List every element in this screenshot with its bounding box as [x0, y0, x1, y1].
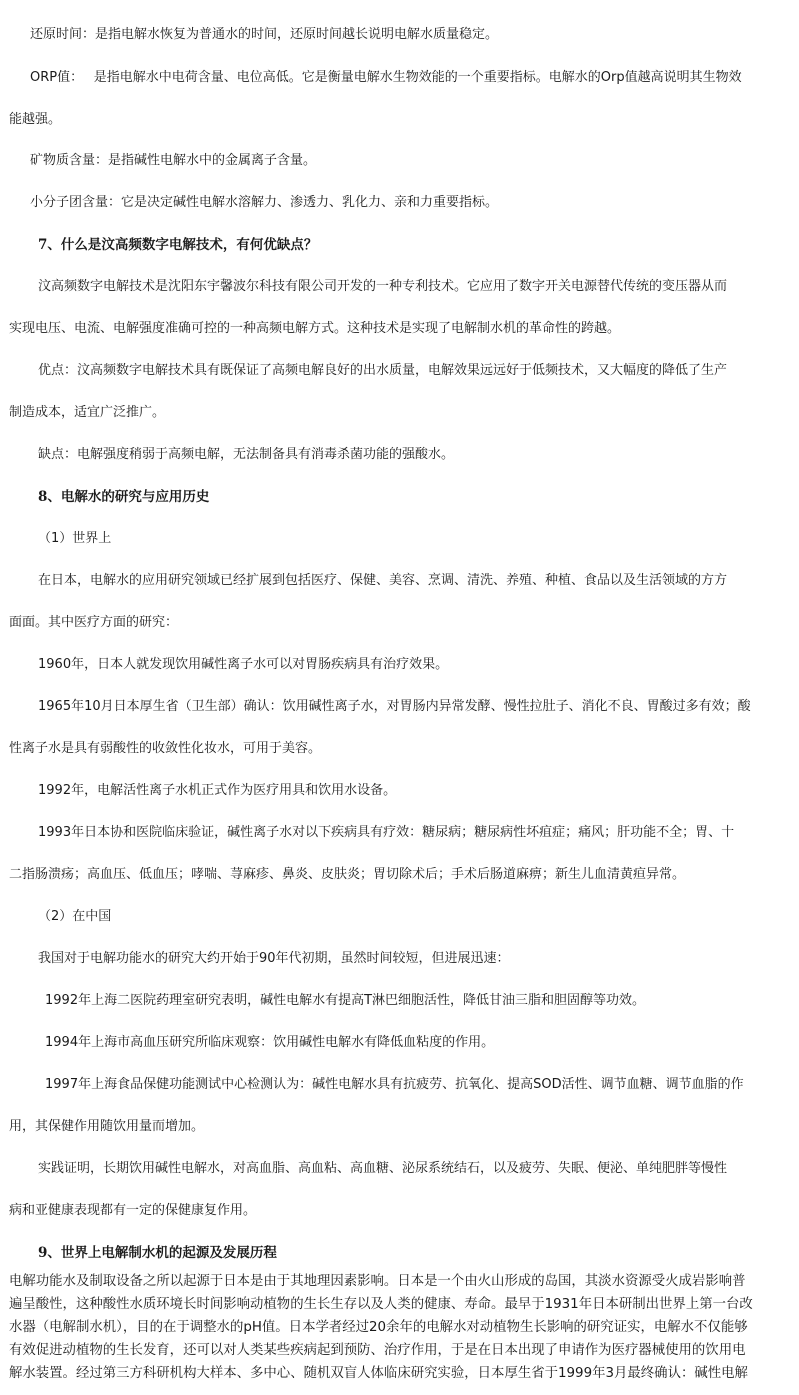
paragraph-line: 小分子团含量：它是决定碱性电解水溶解力、渗透力、乳化力、亲和力重要指标。	[30, 195, 499, 210]
paragraph-line: 实践证明，长期饮用碱性电解水，对高血脂、高血粘、高血糖、泌尿系统结石，以及疲劳、失眠、便泌、单纯肥胖等慢性	[38, 1161, 728, 1176]
paragraph-line: 汶高频数字电解技术是沈阳东宇馨波尔科技有限公司开发的一种专利技术。它应用了数字开关电源替代传统的变压器从而	[38, 279, 728, 294]
paragraph-line: 有效促进动植物的生长发育，还可以对人类某些疾病起到预防、治疗作用，于是在日本出现了申请作为医疗器械使用的饮用电	[9, 1343, 746, 1358]
paragraph-line: 水器（电解制水机），目的在于调整水的pH值。日本学者经过20余年的电解水对动植物生长影响的研究证实，电解水不仅能够	[9, 1320, 748, 1335]
paragraph-line: 能越强。	[9, 112, 62, 127]
paragraph-line: 缺点：电解强度稍弱于高频电解，无法制备具有消毒杀菌功能的强酸水。	[38, 447, 455, 462]
paragraph-line: 1997年上海食品保健功能测试中心检测认为：碱性电解水具有抗疲劳、抗氧化、提高SOD活性、调节血糖、调节血脂的作	[45, 1077, 744, 1092]
paragraph-line: 还原时间：是指电解水恢复为普通水的时间，还原时间越长说明电解水质量稳定。	[30, 27, 499, 42]
paragraph-line: 1993年日本协和医院临床验证，碱性离子水对以下疾病具有疗效：糖尿病；糖尿病性坏疽症；痛风；肝功能不全；胃、十	[38, 825, 735, 840]
paragraph-line: 实现电压、电流、电解强度准确可控的一种高频电解方式。这种技术是实现了电解制水机的革命性的跨越。	[9, 321, 621, 336]
paragraph-line: 1994年上海市高血压研究所临床观察：饮用碱性电解水有降低血粘度的作用。	[45, 1035, 495, 1050]
paragraph-line: 在日本，电解水的应用研究领域已经扩展到包括医疗、保健、美容、烹调、清洗、养殖、种植、食品以及生活领域的方方	[38, 573, 728, 588]
paragraph-line: 矿物质含量：是指碱性电解水中的金属离子含量。	[30, 153, 317, 168]
paragraph-line: 1960年，日本人就发现饮用碱性离子水可以对胃肠疾病具有治疗效果。	[38, 657, 449, 672]
subsection-heading: （2）在中国	[38, 909, 112, 924]
paragraph-line: 1992年，电解活性离子水机正式作为医疗用具和饮用水设备。	[38, 783, 397, 798]
paragraph-line: 电解功能水及制取设备之所以起源于日本是由于其地理因素影响。日本是一个由火山形成的岛国，其淡水资源受火成岩影响普	[9, 1274, 746, 1289]
paragraph-line: 优点：汶高频数字电解技术具有既保证了高频电解良好的出水质量，电解效果远远好于低频技术，又大幅度的降低了生产	[38, 363, 728, 378]
paragraph-line: ORP值： 是指电解水中电荷含量、电位高低。它是衡量电解水生物效能的一个重要指标。电解水的Orp值越高说明其生物效	[30, 70, 742, 85]
paragraph-line: 二指肠溃疡；高血压、低血压；哮喘、荨麻疹、鼻炎、皮肤炎；胃切除术后；手术后肠道麻痹；新生儿血清黄疸异常。	[9, 867, 686, 882]
section-heading-7: 7、什么是汶高频数字电解技术，有何优缺点？	[38, 237, 318, 253]
paragraph-line: 1965年10月日本厚生省（卫生部）确认：饮用碱性离子水，对胃肠内异常发酵、慢性拉肚子、消化不良、胃酸过多有效；酸	[38, 699, 751, 714]
paragraph-line: 病和亚健康表现都有一定的保健康复作用。	[9, 1203, 257, 1218]
paragraph-line: 我国对于电解功能水的研究大约开始于90年代初期，虽然时间较短，但进展迅速：	[38, 951, 510, 966]
section-heading-9: 9、世界上电解制水机的起源及发展历程	[38, 1245, 277, 1261]
paragraph-line: 1992年上海二医院药理室研究表明，碱性电解水有提高T淋巴细胞活性，降低甘油三脂和胆固醇等功效。	[45, 993, 646, 1008]
paragraph-line: 用，其保健作用随饮用量而增加。	[9, 1119, 205, 1134]
paragraph-line: 制造成本，适宜广泛推广。	[9, 405, 166, 420]
paragraph-line: 遍呈酸性，这种酸性水质环境长时间影响动植物的生长生存以及人类的健康、寿命。最早于1931年日本研制出世界上第一台改	[9, 1297, 753, 1312]
section-heading-8: 8、电解水的研究与应用历史	[38, 489, 210, 505]
paragraph-line: 解水装置。经过第三方科研机构大样本、多中心、随机双盲人体临床研究实验，日本厚生省于1999年3月最终确认：碱性电解	[9, 1366, 748, 1381]
paragraph-line: 面面。其中医疗方面的研究：	[9, 615, 179, 630]
paragraph-line: 性离子水是具有弱酸性的收敛性化妆水，可用于美容。	[9, 741, 322, 756]
subsection-heading: （1）世界上	[38, 531, 112, 546]
